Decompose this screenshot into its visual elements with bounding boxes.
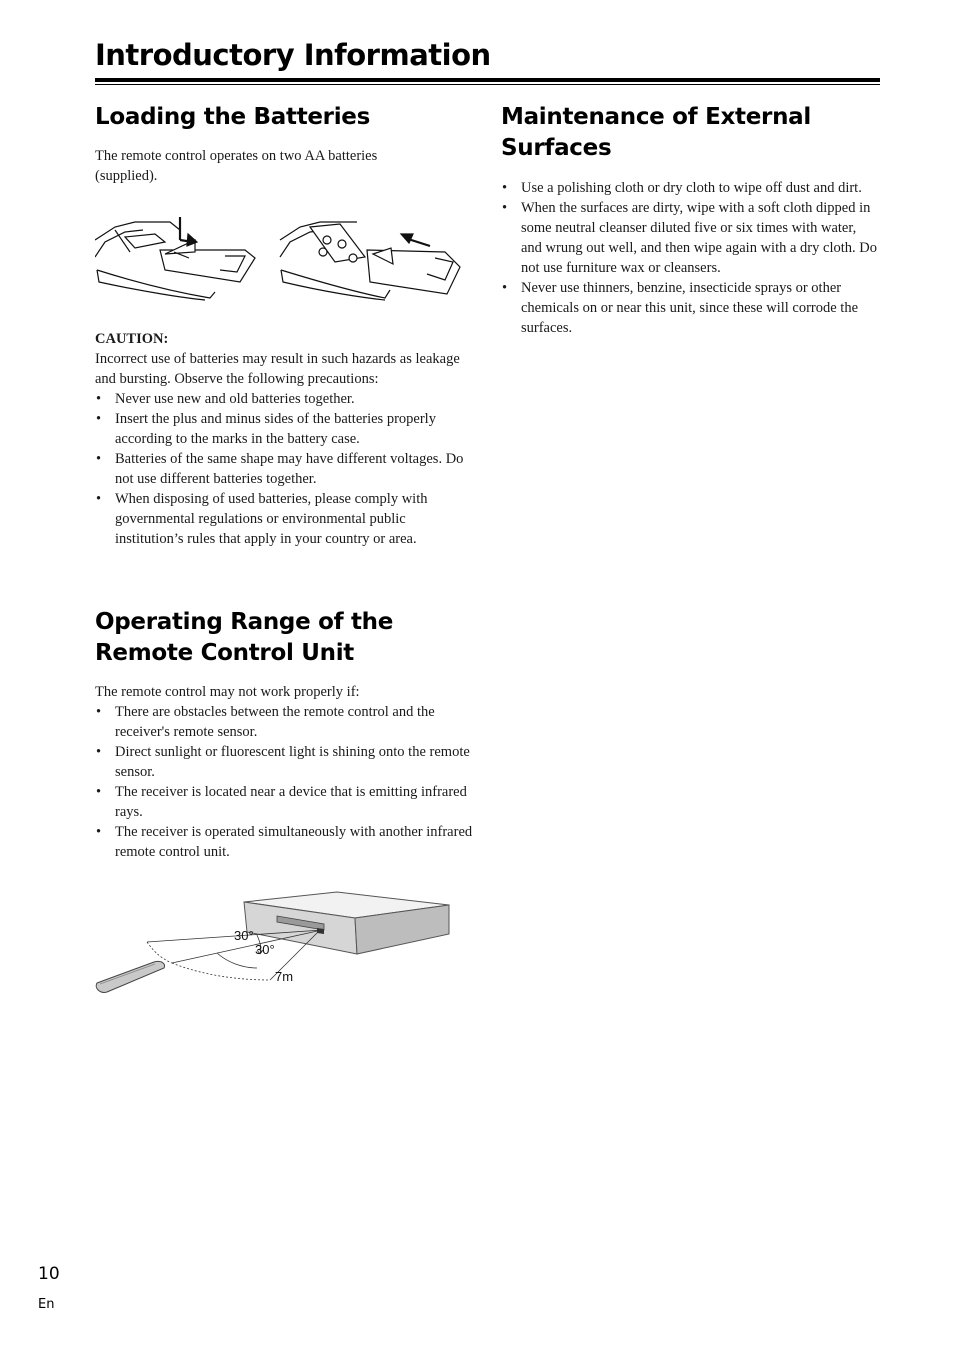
distance-label: 7m bbox=[275, 969, 294, 984]
maintenance-heading-line2: Surfaces bbox=[501, 135, 612, 161]
maintenance-list bbox=[501, 178, 879, 338]
list-item: • The receiver is located near a device that is emitting infrared rays. bbox=[95, 782, 475, 822]
list-item: • Never use thinners, benzine, insecticide sprays or other chemicals on or near this unit, since these will corrode the surfaces. bbox=[501, 278, 879, 338]
angle-label-upper: 30° bbox=[234, 928, 254, 943]
battery-precautions-list bbox=[95, 389, 475, 549]
list-item: • Never use new and old batteries together. bbox=[95, 389, 475, 409]
remote-cover-removal-drawing bbox=[95, 217, 255, 300]
operating-range-heading bbox=[95, 607, 480, 669]
page-title: Introductory Information bbox=[95, 38, 491, 72]
list-item: • Use a polishing cloth or dry cloth to wipe off dust and dirt. bbox=[501, 178, 879, 198]
operating-range-intro: The remote control may not work properly if: bbox=[95, 684, 360, 700]
language-code: En bbox=[38, 1297, 55, 1312]
operating-range-section bbox=[95, 607, 480, 862]
list-item: • Insert the plus and minus sides of the batteries properly according to the marks in the battery case. bbox=[95, 409, 475, 449]
list-item: • Batteries of the same shape may have different voltages. Do not use different batteries together. bbox=[95, 449, 475, 489]
remote-battery-insert-drawing bbox=[280, 222, 460, 300]
page-number: 10 bbox=[38, 1264, 60, 1284]
list-item: • When the surfaces are dirty, wipe with a soft cloth dipped in some neutral cleanser diluted five or six times with water, and wrung out well, and then wipe again with a dry cloth. Do not use furniture wax or cleansers. bbox=[501, 198, 879, 278]
operating-range-heading-line1: Operating Range of the bbox=[95, 609, 394, 635]
caution-label: CAUTION: bbox=[95, 331, 169, 347]
maintenance-heading-line1: Maintenance of External bbox=[501, 104, 811, 130]
caution-text: Incorrect use of batteries may result in such hazards as leakage and bursting. Observe the following precautions: bbox=[95, 351, 460, 387]
list-item: • There are obstacles between the remote control and the receiver's remote sensor. bbox=[95, 702, 475, 742]
remote-control-drawing bbox=[96, 961, 164, 992]
list-item: • Direct sunlight or fluorescent light is shining onto the remote sensor. bbox=[95, 742, 475, 782]
title-rule-thick bbox=[95, 78, 880, 82]
list-item: • The receiver is operated simultaneously with another infrared remote control unit. bbox=[95, 822, 475, 862]
loading-batteries-heading: Loading the Batteries bbox=[95, 104, 371, 130]
receiver-unit-drawing bbox=[244, 892, 449, 954]
angle-label-lower: 30° bbox=[255, 942, 275, 957]
maintenance-section bbox=[501, 102, 881, 338]
title-rule-thin bbox=[95, 84, 880, 85]
operating-range-conditions-list bbox=[95, 702, 475, 862]
maintenance-heading bbox=[501, 102, 881, 164]
battery-loading-illustration bbox=[95, 212, 475, 304]
list-item: • When disposing of used batteries, please comply with governmental regulations or environmental public institution’s rules that apply in your country or area. bbox=[95, 489, 475, 549]
operating-range-diagram bbox=[92, 888, 457, 1000]
operating-range-heading-line2: Remote Control Unit bbox=[95, 640, 354, 666]
caution-block bbox=[95, 329, 480, 549]
loading-batteries-section bbox=[95, 102, 480, 186]
loading-batteries-intro: The remote control operates on two AA batteries (supplied). bbox=[95, 148, 378, 184]
